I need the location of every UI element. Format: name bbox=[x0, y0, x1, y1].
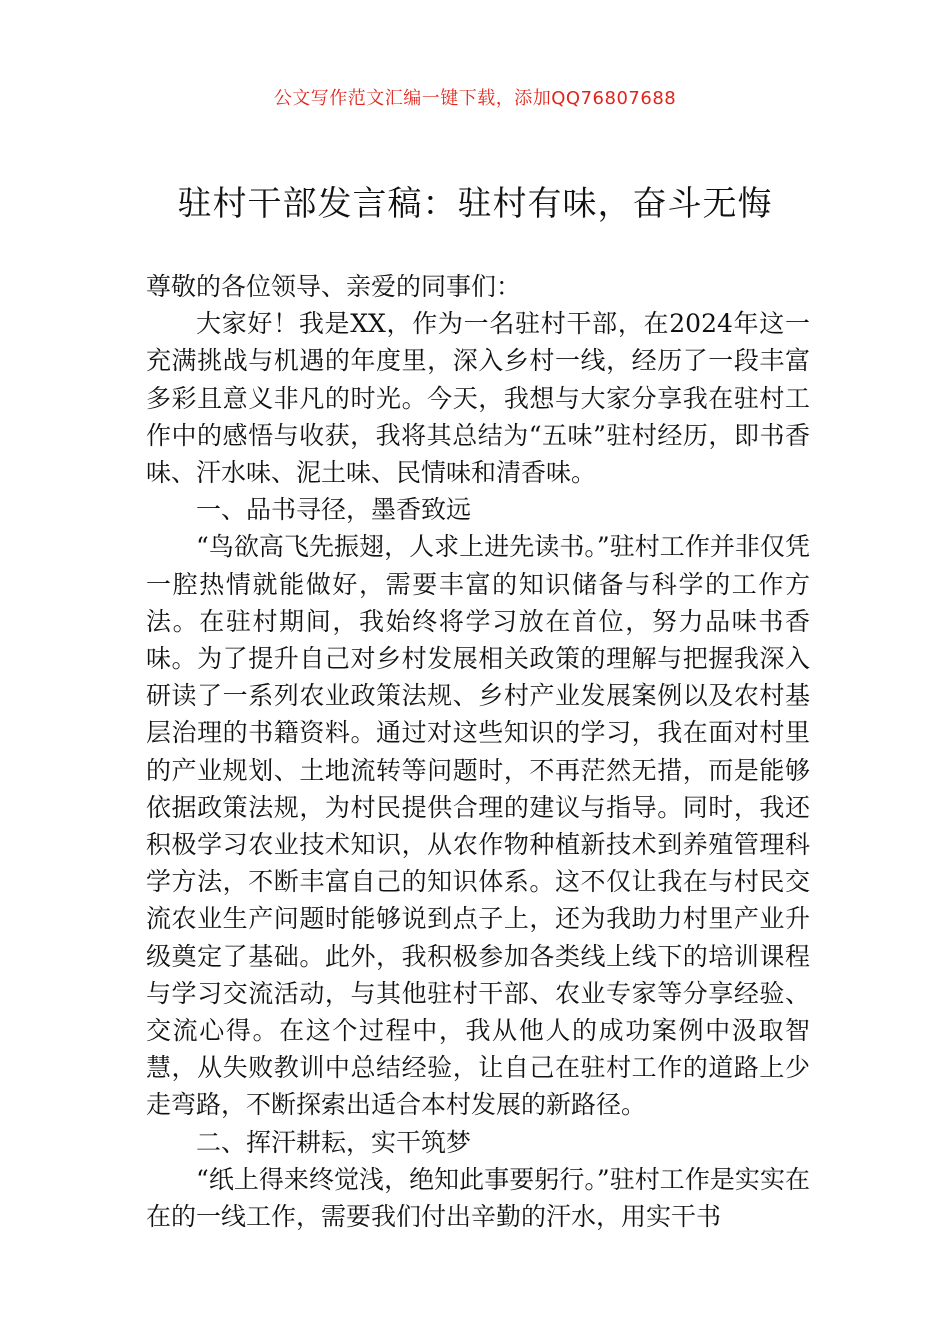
download-banner: 公文写作范文汇编一键下载，添加QQ76807688 bbox=[273, 88, 677, 109]
paragraph-section-1: “鸟欲高飞先振翅，人求上进先读书。”驻村工作并非仅凭一腔热情就能做好，需要丰富的知识储备与科学的工作方法。在驻村期间，我始终将学习放在首位，努力品味书香味。为了提升自己对乡村发展相关政策的理解与把握我深入研读了一系列农业政策法规、乡村产业发展案例以及农村基层治理的书籍资料。通过对这些知识的学习，我在面对村里的产业规划、土地流转等问题时，不再茫然无措，而是能够依据政策法规，为村民提供合理的建议与指导。同时，我还积极学习农业技术知识，从农作物种植新技术到养殖管理科学方法，不断丰富自己的知识体系。这不仅让我在与村民交流农业生产问题时能够说到点子上，还为我助力村里产业升级奠定了基础。此外，我积极参加各类线上线下的培训课程与学习交流活动，与其他驻村干部、农业专家等分享经验、交流心得。在这个过程中，我从他人的成功案例中汲取智慧，从失败教训中总结经验，让自己在驻村工作的道路上少走弯路，不断探索出适合本村发展的新路径。 bbox=[146, 532, 810, 1120]
section-heading-2: 二、挥汗耕耘，实干筑梦 bbox=[196, 1127, 472, 1157]
paragraph-intro: 大家好！我是XX，作为一名驻村干部，在2024年这一充满挑战与机遇的年度里，深入乡村一线，经历了一段丰富多彩且意义非凡的时光。今天，我想与大家分享我在驻村工作中的感悟与收获，我将其总结为“五味”驻村经历，即书香味、汗水味、泥土味、民情味和清香味。 bbox=[146, 309, 810, 488]
salutation: 尊敬的各位领导、亲爱的同事们： bbox=[146, 272, 522, 301]
section-heading-1: 一、品书寻径，墨香致远 bbox=[196, 495, 472, 525]
document-body bbox=[146, 268, 810, 1235]
document-title: 驻村干部发言稿：驻村有味，奋斗无悔 bbox=[177, 184, 773, 224]
paragraph-section-2: “纸上得来终觉浅，绝知此事要躬行。”驻村工作是实实在在的一线工作，需要我们付出辛勤的汗水，用实干书 bbox=[146, 1164, 810, 1232]
